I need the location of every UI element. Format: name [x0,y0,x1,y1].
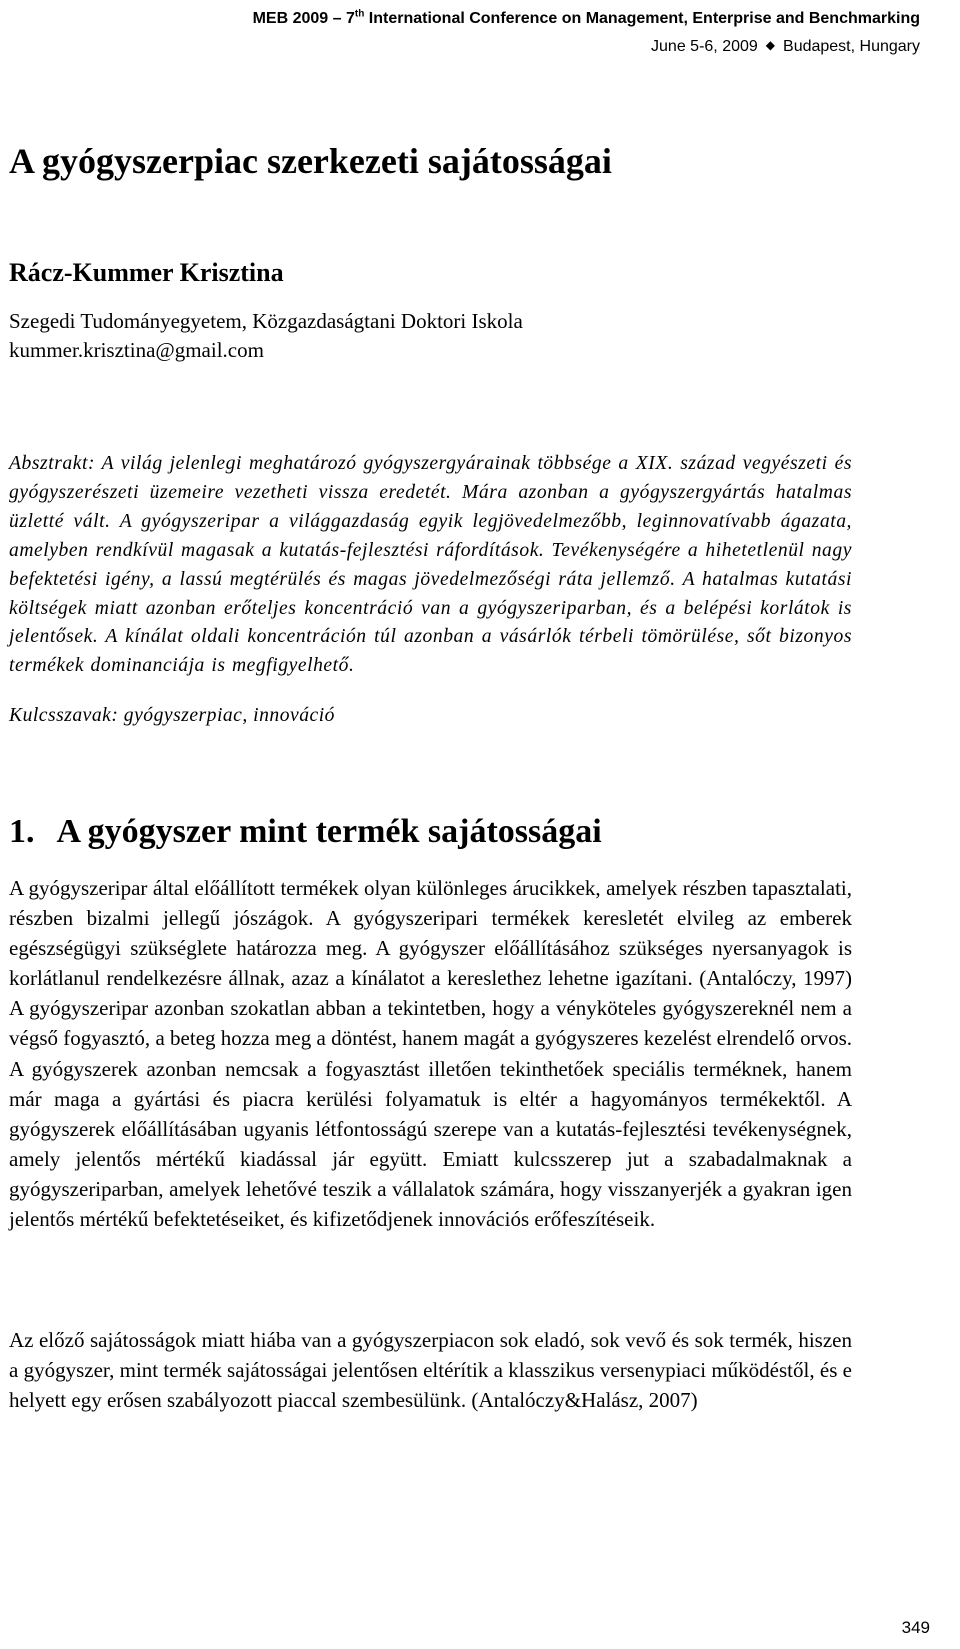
author-affiliation-block [9,307,523,365]
body-paragraph-2: Az előző sajátosságok miatt hiába van a gyógyszerpiacon sok eladó, sok vevő és sok termék, hiszen a gyógyszer, mint termék sajátosságai jelentősen eltérítik a klasszikus versenypiaci működéstől, és e helyett egy erősen szabályozott piaccal szembesülünk. (Antalóczy&Halász, 2007) [9,1328,852,1413]
conference-name [253,6,920,32]
conference-date: June 5-6, 2009 [651,38,758,55]
diamond-separator-icon: ◆ [765,38,776,52]
conference-suffix: International Conference on Management, Enterprise and Benchmarking [364,10,920,27]
conference-ordinal-suffix: th [354,8,365,20]
body-paragraph-1: A gyógyszeripar által előállított termékek olyan különleges árucikkek, amelyek részben tapasztalati, részben bizalmi jellegű jószágok. A gyógyszeripari termékek keresletét elvileg az emberek egészségügyi szükséglete határozza meg. A gyógyszer előállításához szükséges nyersanyagok is korlátlanul rendelkezésre állnak, azaz a kínálatot a kereslethez lehetne igazítani. (Antalóczy, 1997) A gyógyszeripar azonban szokatlan abban a tekintetben, hogy a vényköteles gyógyszereknél nem a végső fogyasztó, a beteg hozza meg a döntést, hanem magát a gyógyszeres kezelést elrendelő orvos. A gyógyszerek azonban nemcsak a fogyasztást illetően tekinthetőek speciális terméknek, hanem már maga a gyártási és piacra kerülési folyamatuk is eltér a hagyományos termékektől. A gyógyszerek előállításában ugyanis létfontosságú szerepe van a kutatás-fejlesztési tevékenységnek, amely jelentős mértékű kiadással jár együtt. Emiatt kulcsszerep jut a szabadalmaknak a gyógyszeriparban, amelyek lehetővé teszik a vállalatok számára, hogy visszanyerjék a gyakran igen jelentős mértékű befektetéseiket, és kifizetődjenek innovációs erőfeszítéseik. [9,876,852,1232]
page-number: 349 [901,1618,930,1637]
paper-title: A gyógyszerpiac szerkezeti sajátosságai [9,141,612,181]
keywords: Kulcsszavak: gyógyszerpiac, innováció [9,705,335,726]
section-number: 1. [9,813,35,850]
abstract: Absztrakt: A világ jelenlegi meghatározó gyógyszergyárainak többsége a XIX. század vegyészeti és gyógyszerészeti üzemeire vezetheti vissza eredetét. Mára azonban a gyógyszergyártás hatalmas üzletté vált. A gyógyszeripar a világgazdaság egyik legjövedelmezőbb, leginnovatívabb ágazata, amelyben rendkívül magasak a kutatás-fejlesztési ráfordítások. Tevékenységére a hihetetlenül nagy befektetési igény, a lassú megtérülés és magas jövedelmezőségi ráta jellemző. A hatalmas kutatási költségek miatt azonban erőteljes koncentráció van a gyógyszeriparban, és a belépési korlátok is jelentősek. A kínálat oldali koncentráción túl azonban a vásárlók térbeli tömörülése, sőt bizonyos termékek dominanciája is megfigyelhető. [9,453,852,677]
conference-prefix: MEB 2009 – 7 [252,10,355,27]
affiliation: Szegedi Tudományegyetem, Közgazdaságtani Doktori Iskola [9,309,523,333]
running-header [253,6,920,60]
conference-location: Budapest, Hungary [783,38,920,55]
author-name: Rácz-Kummer Krisztina [9,258,284,287]
author-email: kummer.krisztina@gmail.com [9,338,264,362]
section-heading [9,813,602,851]
conference-dateline [253,32,920,60]
section-title: A gyógyszer mint termék sajátosságai [56,813,602,850]
